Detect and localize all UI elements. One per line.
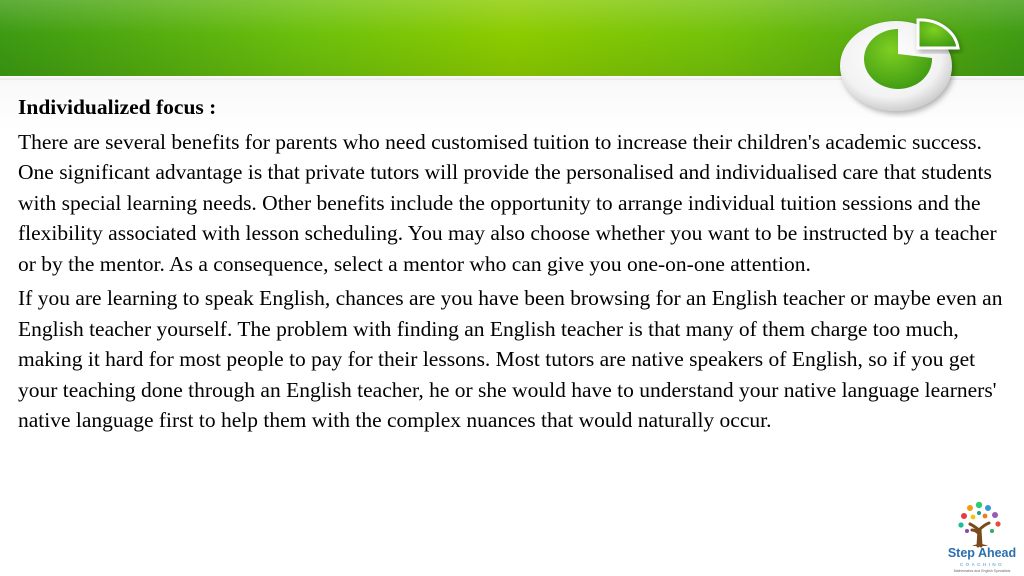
tree-logo-icon bbox=[952, 500, 1008, 548]
logo-name: Step Ahead bbox=[947, 546, 1017, 560]
slide-content bbox=[18, 92, 1010, 440]
logo-subtitle: COACHING bbox=[959, 562, 1005, 567]
section-heading: Individualized focus : bbox=[18, 95, 217, 119]
paragraph-benefits: There are several benefits for parents who need customised tuition to increase their children's academic success. One significant advantage is that private tutors will provide the personalised and individualised care that students with special learning needs. Other benefits include the opportunity to arrange individual tuition sessions and the flexibility associated with lesson scheduling. You may also choose whether you want to be instructed by a teacher or by the mentor. As a consequence, select a mentor who can give you one-on-one attention. bbox=[18, 129, 997, 276]
paragraph-english-teacher: If you are learning to speak English, chances are you have been browsing for an English teacher or maybe even an English teacher yourself. The problem with finding an English teacher is that many of them charge too much, making it hard for most people to pay for their lessons. Most tutors are native speakers of English, so if you get your teaching done through an English teacher, he or she would have to understand your native language learners' native language first to help them with the complex nuances that would naturally occur. bbox=[18, 286, 1003, 432]
step-ahead-logo bbox=[940, 500, 1024, 576]
logo-tagline: Mathematics and English Specialists bbox=[953, 569, 1011, 573]
emblem-pie-slice bbox=[918, 20, 958, 48]
